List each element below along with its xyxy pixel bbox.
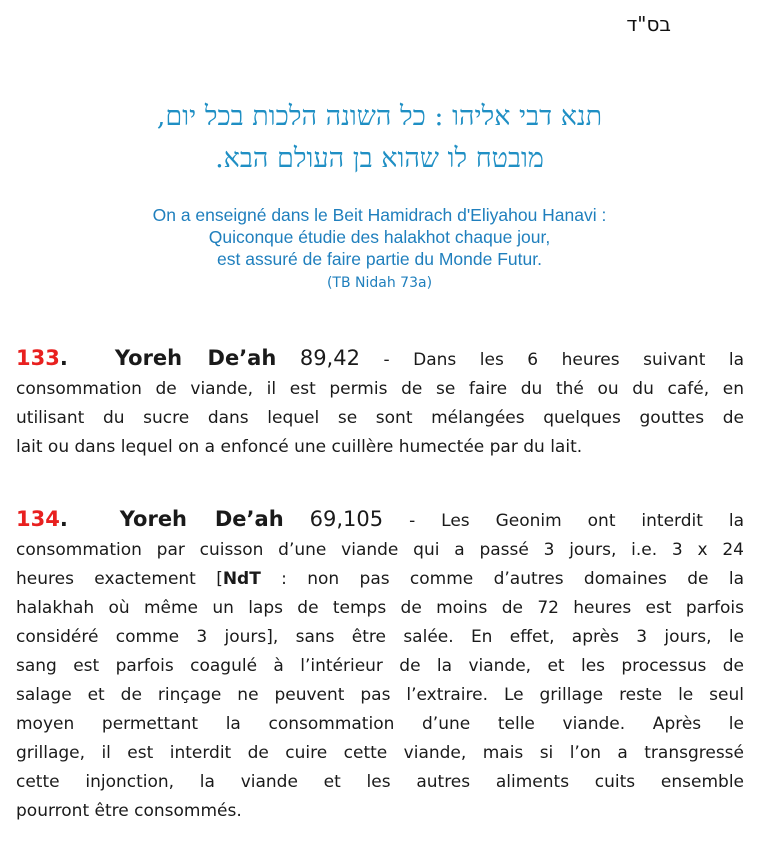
french-line-3: est assuré de faire partie du Monde Futur. xyxy=(217,249,542,269)
entry-reference-title: Yoreh De’ah xyxy=(114,346,277,370)
halakha-entry-134 xyxy=(16,505,744,826)
entry-line: sang est parfois coagulé à l’intérieur de la viande, et les processus de xyxy=(16,656,744,676)
entry-reference-number: 69,105 xyxy=(309,507,384,531)
entry-line xyxy=(16,565,744,594)
entry-text: heures exactement [ xyxy=(16,569,223,589)
entry-line: lait ou dans lequel on a enfoncé une cuillère humectée par du lait. xyxy=(16,437,583,457)
hebrew-quote-line-2: מובטח לו שהוא בן העולם הבא. xyxy=(215,143,544,174)
entry-line: salage et de rinçage ne peuvent pas l’extraire. Le grillage reste le seul xyxy=(16,685,744,705)
entry-reference-title: Yoreh De’ah xyxy=(119,507,284,531)
bsd-header: בס"ד xyxy=(626,12,671,36)
entry-line: cette injonction, la viande et les autres aliments cuits ensemble xyxy=(16,772,744,792)
hebrew-quote xyxy=(0,96,759,180)
entry-line: consommation de viande, il est permis de se faire du thé ou du café, en xyxy=(16,379,744,399)
entry-line: grillage, il est interdit de cuire cette viande, mais si l’on a transgressé xyxy=(16,743,744,763)
entry-number: 133 xyxy=(16,346,60,370)
entry-line: pourront être consommés. xyxy=(16,801,242,821)
quote-source: (TB Nidah 73a) xyxy=(326,275,433,291)
halakha-entry-133 xyxy=(16,344,744,462)
entry-text: - Dans les 6 heures suivant la xyxy=(383,350,745,370)
entry-line: considéré comme 3 jours], sans être salée. En effet, après 3 jours, le xyxy=(16,627,744,647)
entry-line: consommation par cuisson d’une viande qui a passé 3 jours, i.e. 3 x 24 xyxy=(16,540,744,560)
entry-line: moyen permettant la consommation d’une telle viande. Après le xyxy=(16,714,744,734)
hebrew-quote-line-1: תנא דבי אליהו : כל השונה הלכות בכל יום, xyxy=(156,101,603,132)
entry-text: : non pas comme d’autres domaines de la xyxy=(260,569,744,589)
entry-line: utilisant du sucre dans lequel se sont mélangées quelques gouttes de xyxy=(16,408,744,428)
entry-line xyxy=(16,505,744,536)
translator-note-label: NdT xyxy=(222,569,261,589)
entry-line xyxy=(16,344,744,375)
entry-dot: . xyxy=(59,346,68,370)
french-line-2: Quiconque étudie des halakhot chaque jour, xyxy=(208,227,551,247)
french-translation xyxy=(0,204,759,296)
entry-number: 134 xyxy=(16,507,60,531)
entry-dot: . xyxy=(59,507,68,531)
french-line-1: On a enseigné dans le Beit Hamidrach d'Eliyahou Hanavi : xyxy=(152,205,607,225)
entry-text: - Les Geonim ont interdit la xyxy=(409,511,745,531)
entry-reference-number: 89,42 xyxy=(299,346,360,370)
entry-line: halakhah où même un laps de temps de moins de 72 heures est parfois xyxy=(16,598,744,618)
